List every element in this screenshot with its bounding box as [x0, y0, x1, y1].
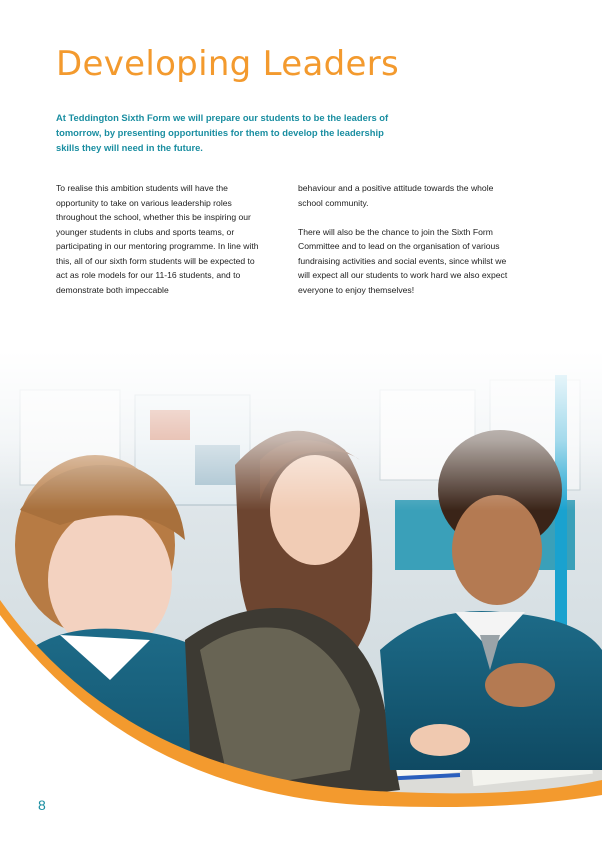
body-paragraph: There will also be the chance to join the Sixth Form Committee and to lead on the organisation of various fundraising activities and social events, since whilst we will expect all our students to work hard we also expect everyone to enjoy themselves!: [298, 226, 508, 295]
students-classroom-photo: [0, 350, 602, 852]
intro-paragraph: At Teddington Sixth Form we will prepare our students to be the leaders of tomorrow, by presenting opportunities for them to develop the leadership skills they will need in the future.: [56, 112, 389, 153]
body-column-left: [56, 181, 262, 312]
page-title: Developing Leaders: [56, 44, 400, 84]
body-paragraph: behaviour and a positive attitude towards the whole school community.: [298, 183, 494, 208]
body-column-right: [298, 181, 520, 312]
page-number: 8: [38, 797, 46, 813]
body-paragraph: To realise this ambition students will have the opportunity to take on various leadership roles throughout the school, whether this be inspiring our younger students in clubs and sports teams, or participating in our mentoring programme. In line with this, all of our sixth form students will be expected to act as role models for our 11-16 students, and to demonstrate both impeccable: [56, 183, 259, 295]
